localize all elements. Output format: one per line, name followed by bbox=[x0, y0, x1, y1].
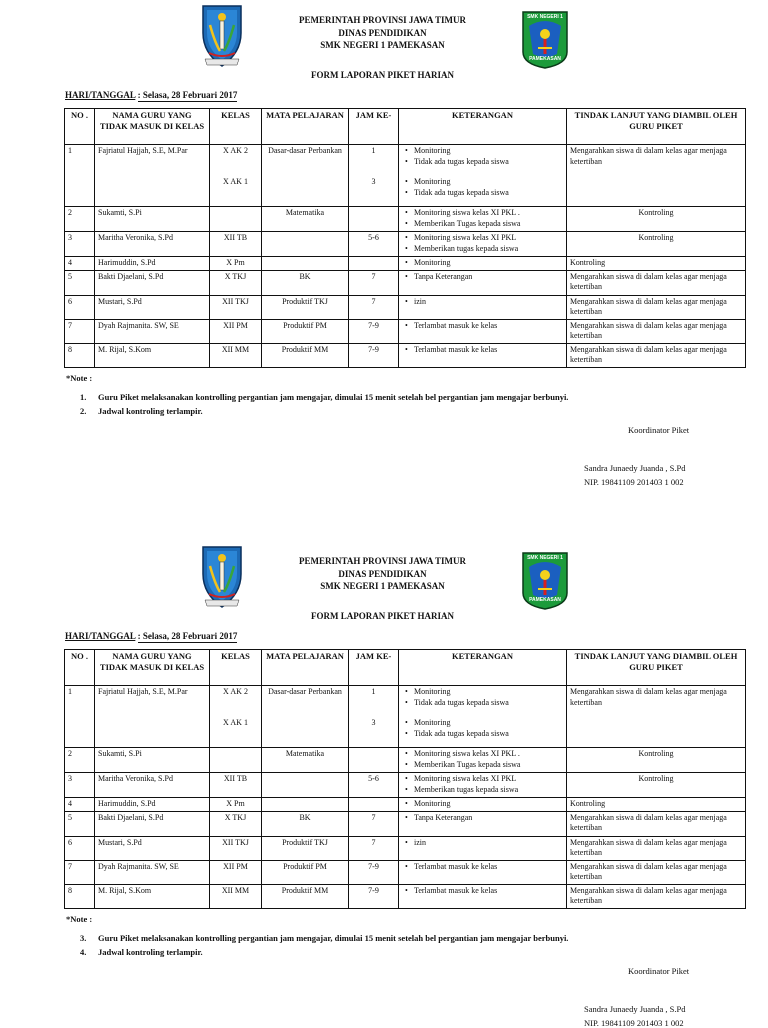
table-row bbox=[65, 270, 746, 295]
table-row bbox=[65, 343, 746, 367]
cell-kelas: X TKJ bbox=[210, 811, 262, 836]
col-kelas: KELAS bbox=[210, 109, 262, 145]
col-jam: JAM KE- bbox=[349, 109, 399, 145]
duty-report-table bbox=[64, 649, 746, 909]
ket-item: • Tidak ada tugas kepada siswa bbox=[414, 188, 563, 199]
col-tindak: TINDAK LANJUT YANG DIAMBIL OLEH GURU PIKET bbox=[567, 109, 746, 145]
table-row bbox=[65, 207, 746, 232]
ket-item: • Terlambat masuk ke kelas bbox=[414, 345, 563, 356]
ket-item: • izin bbox=[414, 838, 563, 849]
duty-report-form-1 bbox=[0, 0, 768, 500]
duty-report-table bbox=[64, 108, 746, 368]
ket-item: • Memberikan Tugas kepada siswa bbox=[414, 760, 563, 771]
table-header-row bbox=[65, 109, 746, 145]
cell-mapel: Matematika bbox=[262, 748, 349, 773]
cell-nama: Bakti Djaelani, S.Pd bbox=[95, 270, 210, 295]
cell-tindak: Mengarahkan siswa di dalam kelas agar menjaga ketertiban bbox=[567, 686, 746, 748]
cell-mapel bbox=[262, 232, 349, 257]
note-number: 1. bbox=[80, 392, 87, 402]
table-row bbox=[65, 295, 746, 319]
col-nama: NAMA GURU YANG TIDAK MASUK DI KELAS bbox=[95, 650, 210, 686]
cell-tindak: Kontroling bbox=[567, 232, 746, 257]
col-no: NO . bbox=[65, 109, 95, 145]
header-line-1: PEMERINTAH PROVINSI JAWA TIMUR bbox=[299, 15, 466, 25]
cell-jam: 7 bbox=[349, 270, 399, 295]
cell-mapel bbox=[262, 798, 349, 812]
ket-item: • Monitoring siswa kelas XI PKL bbox=[414, 233, 563, 244]
cell-jam bbox=[349, 798, 399, 812]
ket-item: • Terlambat masuk ke kelas bbox=[414, 862, 563, 873]
cell-jam: 5-6 bbox=[349, 773, 399, 798]
col-keterangan: KETERANGAN bbox=[399, 650, 567, 686]
note-item bbox=[80, 390, 568, 404]
cell-mapel: Matematika bbox=[262, 207, 349, 232]
cell-keterangan bbox=[399, 270, 567, 295]
table-row bbox=[65, 257, 746, 271]
coordinator-name: Sandra Junaedy Juanda , S.Pd bbox=[584, 463, 686, 473]
cell-no: 2 bbox=[65, 748, 95, 773]
table-row bbox=[65, 860, 746, 884]
cell-keterangan bbox=[399, 145, 567, 207]
cell-keterangan bbox=[399, 884, 567, 908]
form-title: FORM LAPORAN PIKET HARIAN bbox=[310, 70, 455, 80]
school-logo bbox=[520, 8, 570, 70]
cell-kelas: XII MM bbox=[210, 343, 262, 367]
cell-kelas-2: X AK 1 bbox=[223, 176, 248, 186]
cell-kelas: X Pm bbox=[210, 798, 262, 812]
cell-kelas-2: X AK 1 bbox=[223, 717, 248, 727]
date-label: HARI/TANGGAL bbox=[65, 631, 136, 641]
note-number: 3. bbox=[80, 933, 87, 943]
cell-keterangan bbox=[399, 257, 567, 271]
table-row bbox=[65, 773, 746, 798]
cell-keterangan bbox=[399, 798, 567, 812]
ket-item: • Monitoring bbox=[414, 258, 563, 269]
cell-nama: Maritha Veronika, S.Pd bbox=[95, 232, 210, 257]
ket-item: • Memberikan Tugas kepada siswa bbox=[414, 219, 563, 230]
cell-kelas: XII MM bbox=[210, 884, 262, 908]
cell-nama: Maritha Veronika, S.Pd bbox=[95, 773, 210, 798]
col-no: NO . bbox=[65, 650, 95, 686]
table-row bbox=[65, 884, 746, 908]
note-label: *Note : bbox=[66, 373, 93, 383]
coordinator-nip: NIP. 19841109 201403 1 002 bbox=[584, 477, 684, 487]
cell-jam bbox=[349, 207, 399, 232]
cell-keterangan bbox=[399, 748, 567, 773]
note-item bbox=[80, 931, 568, 945]
ket-item: • Terlambat masuk ke kelas bbox=[414, 321, 563, 332]
cell-jam-1: 1 bbox=[371, 146, 376, 155]
notes-list bbox=[80, 931, 568, 959]
cell-jam: 7-9 bbox=[349, 860, 399, 884]
cell-no: 6 bbox=[65, 836, 95, 860]
table-row bbox=[65, 748, 746, 773]
cell-kelas bbox=[210, 686, 262, 748]
date-value: : Selasa, 28 Februari 2017 bbox=[137, 631, 238, 641]
col-jam: JAM KE- bbox=[349, 650, 399, 686]
cell-mapel: Produktif MM bbox=[262, 884, 349, 908]
header-line-3: SMK NEGERI 1 PAMEKASAN bbox=[320, 40, 445, 50]
duty-report-form-2 bbox=[0, 541, 768, 1028]
cell-no: 5 bbox=[65, 270, 95, 295]
notes-list bbox=[80, 390, 568, 418]
cell-no: 3 bbox=[65, 232, 95, 257]
cell-keterangan bbox=[399, 343, 567, 367]
table-row bbox=[65, 836, 746, 860]
cell-tindak: Mengarahkan siswa di dalam kelas agar menjaga ketertiban bbox=[567, 836, 746, 860]
ket-item: • Tanpa Keterangan bbox=[414, 813, 563, 824]
cell-mapel bbox=[262, 773, 349, 798]
cell-kelas-1: X AK 2 bbox=[223, 687, 248, 696]
cell-no: 2 bbox=[65, 207, 95, 232]
cell-mapel: Produktif PM bbox=[262, 319, 349, 343]
cell-nama: Bakti Djaelani, S.Pd bbox=[95, 811, 210, 836]
school-logo-top-text: SMK NEGERI 1 bbox=[527, 14, 563, 20]
cell-jam bbox=[349, 145, 399, 207]
cell-tindak: Mengarahkan siswa di dalam kelas agar menjaga ketertiban bbox=[567, 860, 746, 884]
cell-tindak: Kontroling bbox=[567, 773, 746, 798]
cell-mapel: Produktif MM bbox=[262, 343, 349, 367]
cell-nama: Sukamti, S.Pi bbox=[95, 748, 210, 773]
cell-keterangan bbox=[399, 773, 567, 798]
cell-tindak: Mengarahkan siswa di dalam kelas agar menjaga ketertiban bbox=[567, 343, 746, 367]
cell-tindak: Kontroling bbox=[567, 257, 746, 271]
cell-keterangan bbox=[399, 836, 567, 860]
col-mapel: MATA PELAJARAN bbox=[262, 650, 349, 686]
cell-no: 7 bbox=[65, 860, 95, 884]
cell-mapel: Produktif TKJ bbox=[262, 836, 349, 860]
cell-tindak: Mengarahkan siswa di dalam kelas agar menjaga ketertiban bbox=[567, 319, 746, 343]
table-row bbox=[65, 319, 746, 343]
date-line bbox=[65, 631, 237, 641]
cell-keterangan bbox=[399, 686, 567, 748]
ket-item: • izin bbox=[414, 297, 563, 308]
note-item bbox=[80, 945, 568, 959]
ket-item: • Terlambat masuk ke kelas bbox=[414, 886, 563, 897]
ket-item: • Tidak ada tugas kepada siswa bbox=[414, 729, 563, 740]
note-item bbox=[80, 404, 568, 418]
table-row bbox=[65, 798, 746, 812]
cell-kelas: XII TB bbox=[210, 232, 262, 257]
cell-mapel bbox=[262, 257, 349, 271]
cell-mapel: BK bbox=[262, 270, 349, 295]
school-logo-top-text: SMK NEGERI 1 bbox=[527, 555, 563, 561]
cell-jam: 5-6 bbox=[349, 232, 399, 257]
date-line bbox=[65, 90, 237, 100]
cell-no: 6 bbox=[65, 295, 95, 319]
cell-kelas: XII PM bbox=[210, 860, 262, 884]
cell-nama: M. Rijal, S.Kom bbox=[95, 343, 210, 367]
date-value: : Selasa, 28 Februari 2017 bbox=[137, 90, 238, 100]
cell-keterangan bbox=[399, 860, 567, 884]
cell-nama: Mustari, S.Pd bbox=[95, 295, 210, 319]
note-number: 2. bbox=[80, 406, 87, 416]
coordinator-role: Koordinator Piket bbox=[628, 425, 690, 435]
cell-kelas bbox=[210, 145, 262, 207]
ket-item: • Monitoring bbox=[414, 718, 563, 729]
cell-keterangan bbox=[399, 207, 567, 232]
cell-kelas: XII TB bbox=[210, 773, 262, 798]
cell-no: 1 bbox=[65, 145, 95, 207]
cell-mapel: Produktif PM bbox=[262, 860, 349, 884]
note-text: Jadwal kontroling terlampir. bbox=[98, 406, 203, 416]
cell-jam: 7 bbox=[349, 295, 399, 319]
cell-no: 3 bbox=[65, 773, 95, 798]
coordinator-nip: NIP. 19841109 201403 1 002 bbox=[584, 1018, 684, 1028]
east-java-emblem bbox=[199, 544, 245, 610]
ket-item: • Monitoring siswa kelas XI PKL . bbox=[414, 208, 563, 219]
table-header-row bbox=[65, 650, 746, 686]
note-text: Guru Piket melaksanakan kontrolling pergantian jam mengajar, dimulai 15 menit setelah bel pergantian jam mengajar berbunyi. bbox=[98, 933, 569, 943]
cell-jam: 7 bbox=[349, 811, 399, 836]
cell-jam: 7 bbox=[349, 836, 399, 860]
table-row bbox=[65, 232, 746, 257]
col-mapel: MATA PELAJARAN bbox=[262, 109, 349, 145]
cell-no: 7 bbox=[65, 319, 95, 343]
cell-nama: Fajriatul Hajjah, S.E, M.Par bbox=[95, 686, 210, 748]
table-row bbox=[65, 686, 746, 748]
col-kelas: KELAS bbox=[210, 650, 262, 686]
ket-item: • Tanpa Keterangan bbox=[414, 272, 563, 283]
school-logo bbox=[520, 549, 570, 611]
cell-nama: Sukamti, S.Pi bbox=[95, 207, 210, 232]
table-row bbox=[65, 145, 746, 207]
coordinator-name: Sandra Junaedy Juanda , S.Pd bbox=[584, 1004, 686, 1014]
cell-mapel: Dasar-dasar Perbankan bbox=[262, 686, 349, 748]
cell-keterangan bbox=[399, 295, 567, 319]
ket-item: • Monitoring bbox=[414, 687, 563, 698]
institution-header bbox=[250, 555, 515, 593]
cell-kelas bbox=[210, 748, 262, 773]
cell-nama: Harimuddin, S.Pd bbox=[95, 798, 210, 812]
cell-no: 5 bbox=[65, 811, 95, 836]
cell-jam bbox=[349, 748, 399, 773]
form-title: FORM LAPORAN PIKET HARIAN bbox=[310, 611, 455, 621]
cell-mapel: Dasar-dasar Perbankan bbox=[262, 145, 349, 207]
cell-tindak: Kontroling bbox=[567, 798, 746, 812]
cell-jam-1: 1 bbox=[371, 687, 376, 696]
east-java-emblem bbox=[199, 3, 245, 69]
ket-item: • Memberikan tugas kepada siswa bbox=[414, 244, 563, 255]
cell-jam: 7-9 bbox=[349, 319, 399, 343]
cell-no: 8 bbox=[65, 884, 95, 908]
cell-tindak: Kontroling bbox=[567, 748, 746, 773]
cell-nama: Mustari, S.Pd bbox=[95, 836, 210, 860]
cell-kelas: X Pm bbox=[210, 257, 262, 271]
cell-jam bbox=[349, 686, 399, 748]
col-tindak: TINDAK LANJUT YANG DIAMBIL OLEH GURU PIKET bbox=[567, 650, 746, 686]
cell-keterangan bbox=[399, 232, 567, 257]
cell-kelas: XII TKJ bbox=[210, 836, 262, 860]
ket-item: • Tidak ada tugas kepada siswa bbox=[414, 157, 563, 168]
cell-tindak: Mengarahkan siswa di dalam kelas agar menjaga ketertiban bbox=[567, 884, 746, 908]
cell-jam bbox=[349, 257, 399, 271]
cell-no: 1 bbox=[65, 686, 95, 748]
cell-mapel: BK bbox=[262, 811, 349, 836]
cell-tindak: Mengarahkan siswa di dalam kelas agar menjaga ketertiban bbox=[567, 145, 746, 207]
header-line-1: PEMERINTAH PROVINSI JAWA TIMUR bbox=[299, 556, 466, 566]
cell-nama: Fajriatul Hajjah, S.E, M.Par bbox=[95, 145, 210, 207]
ket-item: • Tidak ada tugas kepada siswa bbox=[414, 698, 563, 709]
ket-item: • Monitoring bbox=[414, 146, 563, 157]
header-line-2: DINAS PENDIDIKAN bbox=[338, 568, 427, 579]
cell-nama: Dyah Rajmanita. SW, SE bbox=[95, 860, 210, 884]
date-label: HARI/TANGGAL bbox=[65, 90, 136, 100]
cell-jam: 7-9 bbox=[349, 343, 399, 367]
ket-item: • Monitoring bbox=[414, 177, 563, 188]
cell-keterangan bbox=[399, 811, 567, 836]
cell-kelas: X TKJ bbox=[210, 270, 262, 295]
ket-item: • Monitoring siswa kelas XI PKL bbox=[414, 774, 563, 785]
cell-no: 8 bbox=[65, 343, 95, 367]
coordinator-role: Koordinator Piket bbox=[628, 966, 690, 976]
cell-mapel: Produktif TKJ bbox=[262, 295, 349, 319]
cell-kelas bbox=[210, 207, 262, 232]
cell-nama: M. Rijal, S.Kom bbox=[95, 884, 210, 908]
cell-kelas: XII PM bbox=[210, 319, 262, 343]
cell-kelas: XII TKJ bbox=[210, 295, 262, 319]
ket-item: • Monitoring bbox=[414, 799, 563, 810]
institution-header bbox=[250, 14, 515, 52]
note-text: Jadwal kontroling terlampir. bbox=[98, 947, 203, 957]
cell-tindak: Mengarahkan siswa di dalam kelas agar menjaga ketertiban bbox=[567, 270, 746, 295]
header-line-2: DINAS PENDIDIKAN bbox=[338, 27, 427, 38]
header-line-3: SMK NEGERI 1 PAMEKASAN bbox=[320, 581, 445, 591]
cell-jam-2: 3 bbox=[371, 176, 376, 186]
cell-no: 4 bbox=[65, 798, 95, 812]
cell-nama: Dyah Rajmanita. SW, SE bbox=[95, 319, 210, 343]
note-label: *Note : bbox=[66, 914, 93, 924]
cell-tindak: Kontroling bbox=[567, 207, 746, 232]
cell-keterangan bbox=[399, 319, 567, 343]
ket-item: • Monitoring siswa kelas XI PKL . bbox=[414, 749, 563, 760]
table-row bbox=[65, 811, 746, 836]
school-logo-bottom-text: PAMEKASAN bbox=[529, 597, 561, 603]
cell-no: 4 bbox=[65, 257, 95, 271]
note-number: 4. bbox=[80, 947, 87, 957]
cell-kelas-1: X AK 2 bbox=[223, 146, 248, 155]
cell-tindak: Mengarahkan siswa di dalam kelas agar menjaga ketertiban bbox=[567, 811, 746, 836]
cell-jam: 7-9 bbox=[349, 884, 399, 908]
col-keterangan: KETERANGAN bbox=[399, 109, 567, 145]
note-text: Guru Piket melaksanakan kontrolling pergantian jam mengajar, dimulai 15 menit setelah bel pergantian jam mengajar berbunyi. bbox=[98, 392, 569, 402]
school-logo-bottom-text: PAMEKASAN bbox=[529, 56, 561, 62]
ket-item: • Memberikan tugas kepada siswa bbox=[414, 785, 563, 796]
col-nama: NAMA GURU YANG TIDAK MASUK DI KELAS bbox=[95, 109, 210, 145]
cell-jam-2: 3 bbox=[371, 717, 376, 727]
cell-tindak: Mengarahkan siswa di dalam kelas agar menjaga ketertiban bbox=[567, 295, 746, 319]
cell-nama: Harimuddin, S.Pd bbox=[95, 257, 210, 271]
